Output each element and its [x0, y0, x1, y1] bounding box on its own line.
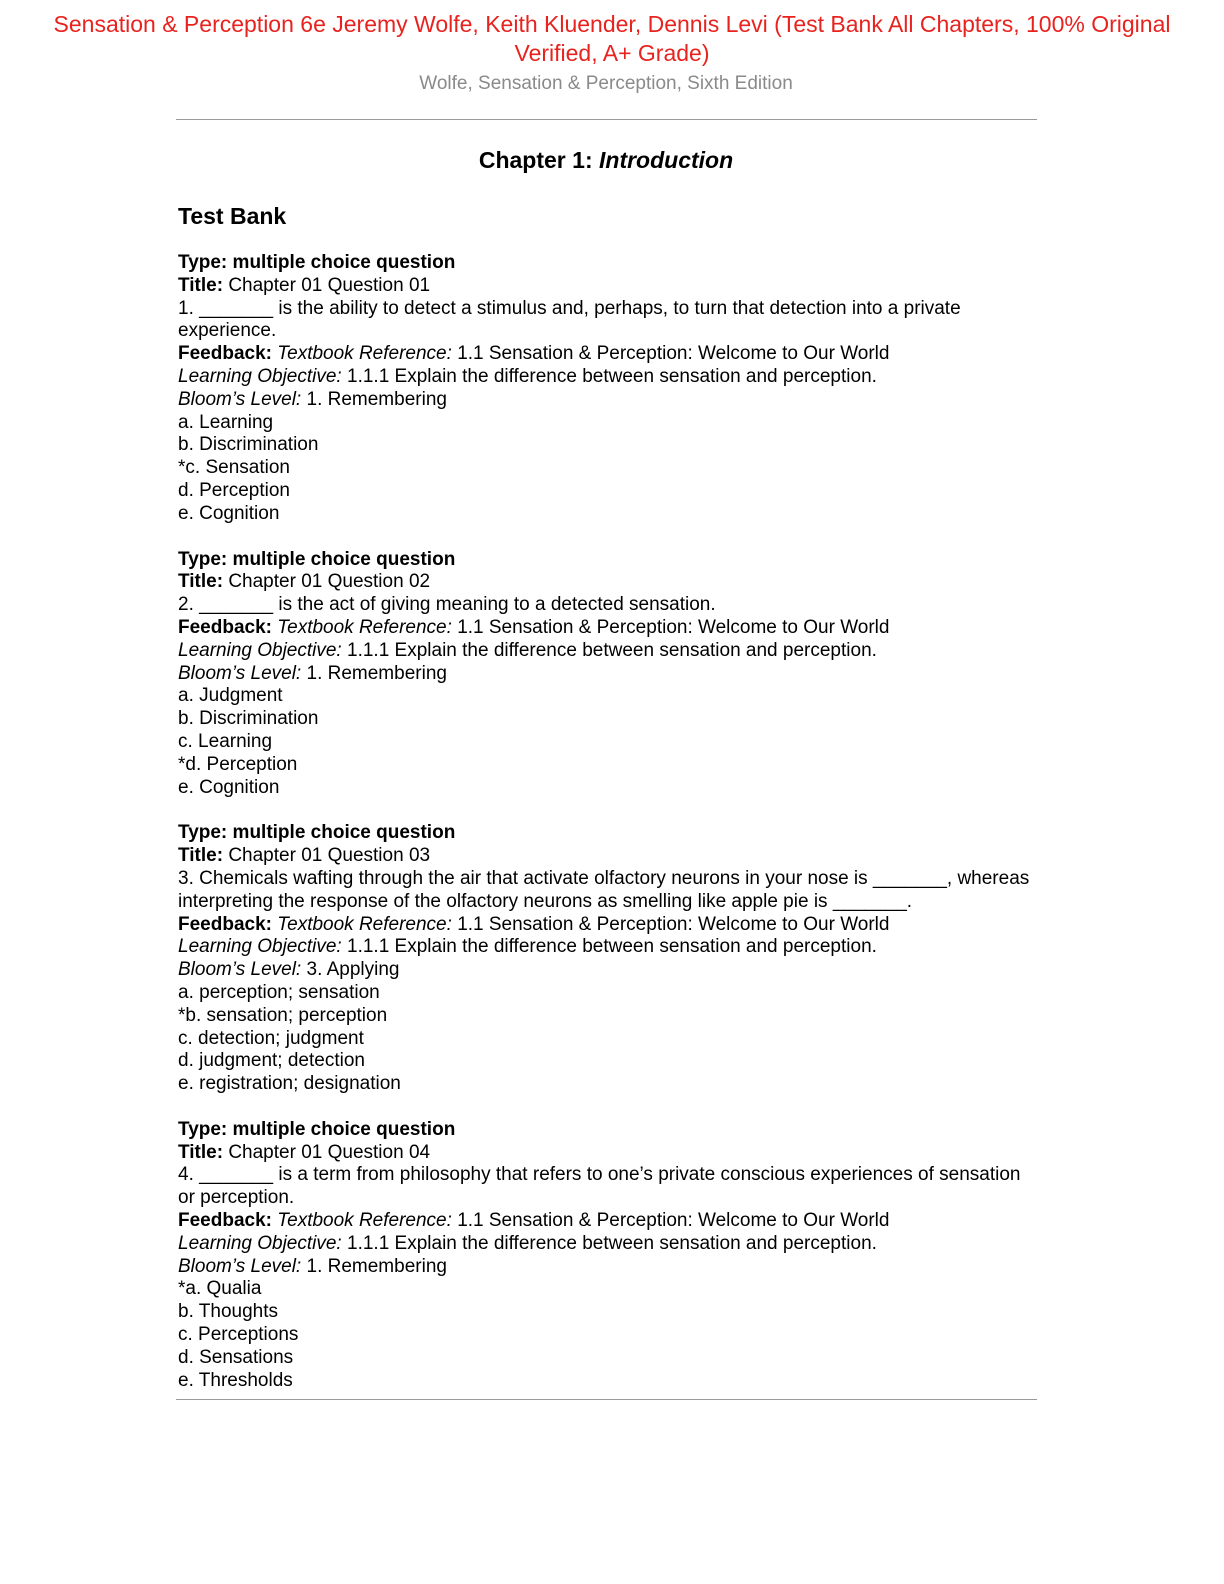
feedback-label: Feedback:	[178, 343, 272, 365]
textbook-reference-label: Textbook Reference:	[277, 1210, 452, 1232]
answer-option: b. Discrimination	[178, 434, 319, 456]
learning-objective-value: 1.1.1 Explain the difference between sensation and perception.	[347, 365, 877, 387]
type-label: Type:	[178, 822, 228, 844]
question-stem	[178, 594, 1038, 617]
answer-option: c. detection; judgment	[178, 1027, 364, 1049]
question-feedback	[178, 914, 1038, 937]
answer-option: *d. Perception	[178, 753, 298, 775]
question-stem	[178, 868, 1038, 914]
stem-text: 2. _______ is the act of giving meaning to a detected sensation.	[178, 594, 716, 616]
answer-option: *a. Qualia	[178, 1278, 262, 1300]
textbook-reference-label: Textbook Reference:	[277, 343, 452, 365]
question-list	[178, 252, 1038, 1415]
title-label: Title:	[178, 571, 224, 593]
learning-objective	[178, 640, 1038, 663]
footer-divider	[176, 1399, 1037, 1400]
question-feedback	[178, 617, 1038, 640]
question-feedback	[178, 343, 1038, 366]
textbook-reference-value: 1.1 Sensation & Perception: Welcome to Our World	[457, 1210, 890, 1232]
question-title	[178, 845, 1038, 868]
blooms-level-label: Bloom’s Level:	[178, 388, 302, 410]
type-label: Type:	[178, 548, 228, 570]
title-label: Title:	[178, 1141, 224, 1163]
answer-option: a. Learning	[178, 411, 274, 433]
learning-objective	[178, 366, 1038, 389]
answer-option: c. Learning	[178, 730, 273, 752]
type-value: multiple choice question	[232, 252, 456, 273]
answer-option: d. Sensations	[178, 1346, 294, 1368]
question-block	[178, 549, 1038, 800]
title-value: Chapter 01 Question 02	[228, 571, 431, 593]
answer-option: e. Cognition	[178, 776, 280, 798]
blooms-level-label: Bloom’s Level:	[178, 959, 302, 981]
question-block	[178, 252, 1038, 526]
question-stem	[178, 1164, 1038, 1210]
question-type	[178, 549, 1038, 572]
running-header: Wolfe, Sensation & Perception, Sixth Edition	[419, 73, 793, 94]
textbook-reference-label: Textbook Reference:	[277, 616, 452, 638]
question-title	[178, 275, 1038, 298]
question-type	[178, 252, 1038, 275]
learning-objective-label: Learning Objective:	[178, 1232, 342, 1254]
type-value: multiple choice question	[232, 548, 456, 570]
learning-objective	[178, 936, 1038, 959]
blooms-level	[178, 663, 1038, 686]
question-type	[178, 822, 1038, 845]
stem-text: 4. _______ is a term from philosophy that refers to one’s private conscious experiences of sensation or perception.	[178, 1164, 1021, 1209]
blooms-level	[178, 389, 1038, 412]
blooms-level-value: 1. Remembering	[306, 1255, 447, 1277]
question-type	[178, 1119, 1038, 1142]
answer-option: a. Judgment	[178, 685, 283, 707]
feedback-label: Feedback:	[178, 1210, 272, 1232]
banner-title: Sensation & Perception 6e Jeremy Wolfe, Keith Kluender, Dennis Levi (Test Bank All Chapters, 100% Original Verified, A+ Grade)	[53, 11, 1171, 66]
title-value: Chapter 01 Question 03	[228, 845, 431, 867]
chapter-title	[0, 145, 1212, 175]
title-label: Title:	[178, 274, 224, 296]
learning-objective-label: Learning Objective:	[178, 936, 342, 958]
question-block	[178, 1119, 1038, 1393]
answer-option: b. Discrimination	[178, 708, 319, 730]
answer-option: *b. sensation; perception	[178, 1004, 388, 1026]
answer-option: c. Perceptions	[178, 1324, 299, 1346]
type-value: multiple choice question	[232, 822, 456, 844]
feedback-label: Feedback:	[178, 913, 272, 935]
answer-option: d. judgment; detection	[178, 1050, 365, 1072]
learning-objective-label: Learning Objective:	[178, 639, 342, 661]
question-title	[178, 571, 1038, 594]
answer-option: e. Cognition	[178, 502, 280, 524]
question-feedback	[178, 1210, 1038, 1233]
blooms-level-value: 3. Applying	[306, 959, 400, 981]
answer-option: d. Perception	[178, 479, 290, 501]
feedback-label: Feedback:	[178, 616, 272, 638]
title-value: Chapter 01 Question 01	[228, 274, 431, 296]
blooms-level-value: 1. Remembering	[306, 388, 447, 410]
stem-text: 1. _______ is the ability to detect a stimulus and, perhaps, to turn that detection into a private experience.	[178, 297, 961, 342]
type-value: multiple choice question	[232, 1118, 456, 1140]
title-label: Title:	[178, 845, 224, 867]
section-heading: Test Bank	[178, 203, 287, 229]
blooms-level	[178, 959, 1038, 982]
learning-objective	[178, 1233, 1038, 1256]
blooms-level-label: Bloom’s Level:	[178, 662, 302, 684]
blooms-level	[178, 1256, 1038, 1279]
learning-objective-value: 1.1.1 Explain the difference between sensation and perception.	[347, 639, 877, 661]
header-divider	[176, 119, 1037, 120]
learning-objective-label: Learning Objective:	[178, 365, 342, 387]
answer-option: e. Thresholds	[178, 1369, 293, 1391]
type-label: Type:	[178, 1118, 228, 1140]
title-value: Chapter 01 Question 04	[228, 1141, 431, 1163]
answer-option: a. perception; sensation	[178, 981, 380, 1003]
learning-objective-value: 1.1.1 Explain the difference between sensation and perception.	[347, 1232, 877, 1254]
chapter-name: Introduction	[599, 147, 734, 173]
answer-option: b. Thoughts	[178, 1301, 279, 1323]
blooms-level-label: Bloom’s Level:	[178, 1255, 302, 1277]
answer-option: e. registration; designation	[178, 1073, 401, 1095]
stem-text: 3. Chemicals wafting through the air that activate olfactory neurons in your nose is _______, whereas interpreting the response of the olfactory neurons as smelling like apple pie is _______.	[178, 867, 1030, 912]
learning-objective-value: 1.1.1 Explain the difference between sensation and perception.	[347, 936, 877, 958]
question-block	[178, 822, 1038, 1096]
question-title	[178, 1142, 1038, 1165]
blooms-level-value: 1. Remembering	[306, 662, 447, 684]
textbook-reference-value: 1.1 Sensation & Perception: Welcome to Our World	[457, 913, 890, 935]
textbook-reference-label: Textbook Reference:	[277, 913, 452, 935]
textbook-reference-value: 1.1 Sensation & Perception: Welcome to Our World	[457, 616, 890, 638]
textbook-reference-value: 1.1 Sensation & Perception: Welcome to Our World	[457, 343, 890, 365]
type-label: Type:	[178, 252, 228, 273]
answer-option: *c. Sensation	[178, 457, 290, 479]
question-stem	[178, 298, 1038, 344]
chapter-prefix: Chapter 1:	[478, 147, 599, 173]
